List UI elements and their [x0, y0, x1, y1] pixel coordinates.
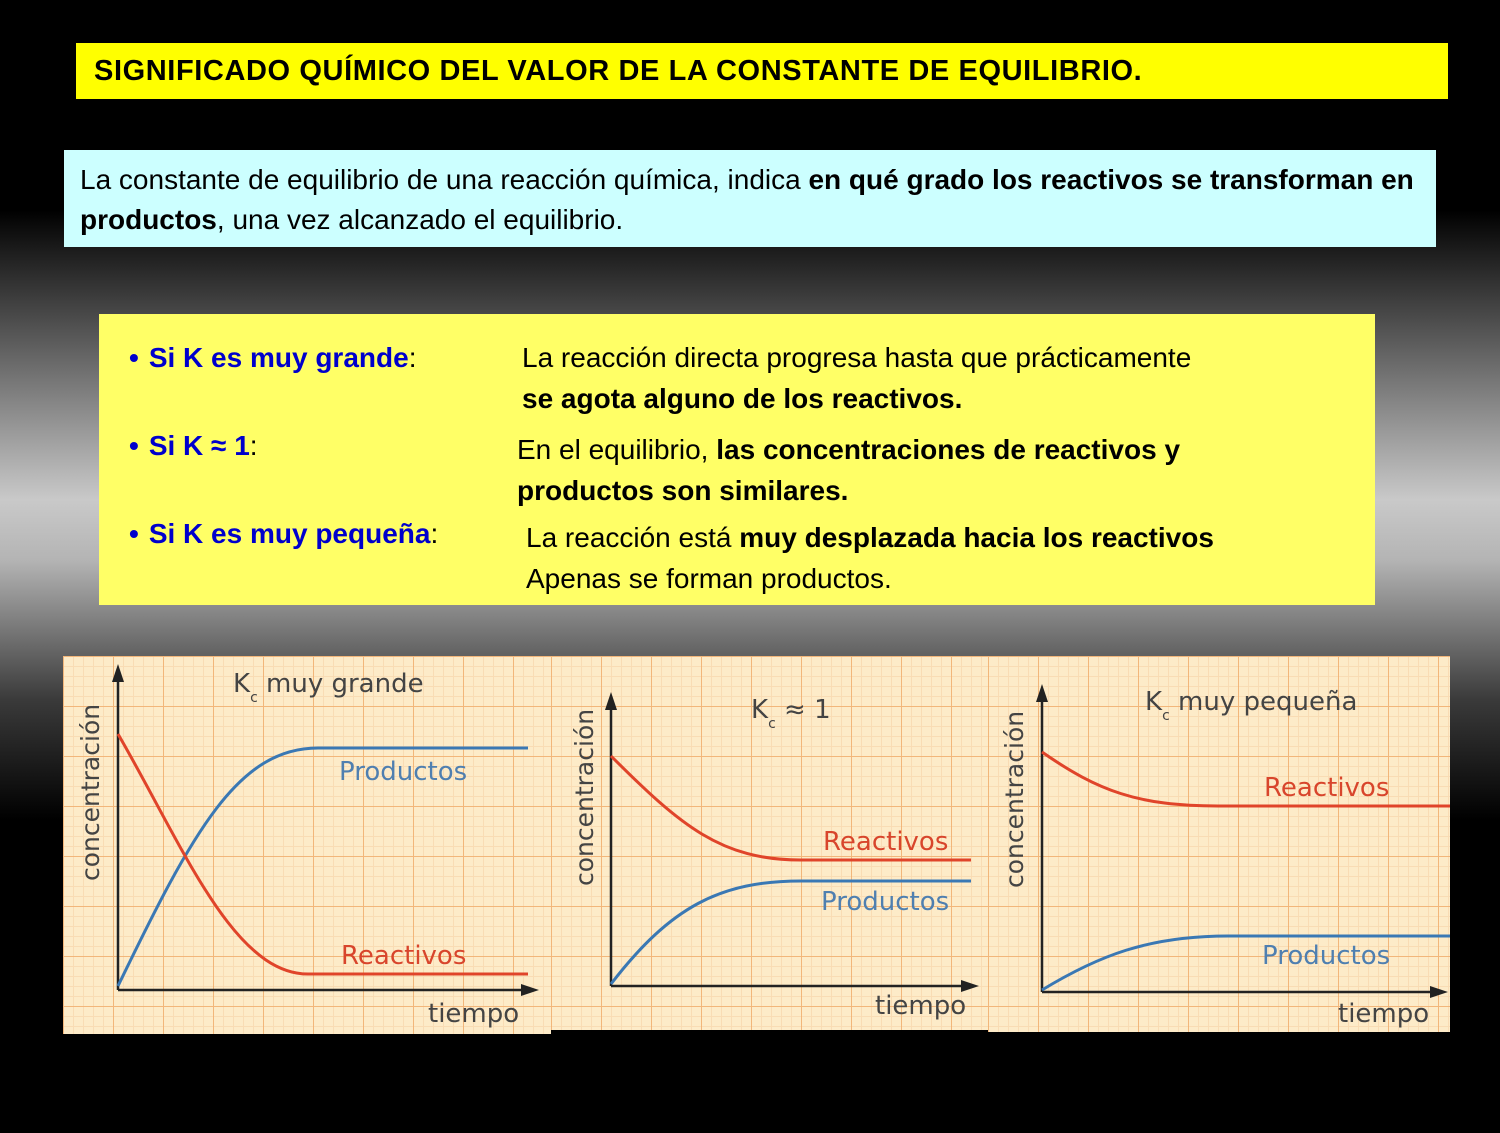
graph-kc-large	[63, 656, 551, 1034]
intro-text-2: , una vez alcanzado el equilibrio.	[216, 204, 624, 235]
x-axis-arrow-icon	[1430, 986, 1448, 998]
case-label-small	[129, 518, 438, 550]
y-axis-label: concentración	[570, 708, 599, 886]
intro-text-1: La constante de equilibrio de una reacción química, indica	[80, 164, 809, 195]
case-desc-line: La reacción directa progresa hasta que prácticamente	[522, 342, 1192, 373]
case-desc-equal	[517, 429, 1180, 511]
case-label-text: Si K es muy grande	[148, 342, 409, 373]
case-desc-line-bold: muy desplazada hacia los reactivos	[739, 522, 1214, 553]
case-desc-line-bold: las concentraciones de reactivos y	[716, 434, 1181, 465]
bullet-icon: •	[129, 342, 139, 373]
products-label: Productos	[821, 887, 950, 917]
page-title: SIGNIFICADO QUÍMICO DEL VALOR DE LA CONSTANTE DE EQUILIBRIO.	[94, 54, 1143, 87]
cases-box	[99, 314, 1375, 605]
case-label-equal	[129, 430, 258, 462]
case-label-text: Si K es muy pequeña	[148, 518, 431, 549]
case-desc-small	[526, 517, 1214, 599]
title-banner	[76, 43, 1448, 99]
intro-text-bold: en qué grado los reactivos se transforman en productos	[80, 164, 1414, 235]
products-label: Productos	[1262, 941, 1391, 971]
case-label-colon: :	[408, 342, 417, 373]
y-axis-label: concentración	[1000, 710, 1029, 888]
case-label-large	[129, 342, 416, 374]
graph-title: $K_c \approx 1$	[751, 695, 831, 732]
case-desc-line: La reacción está	[526, 522, 740, 553]
x-axis-arrow-icon	[521, 984, 539, 996]
x-axis-label: tiempo	[428, 999, 520, 1029]
reactants-label: Reactivos	[341, 941, 467, 971]
reactants-label: Reactivos	[823, 827, 949, 857]
case-desc-line: Apenas se forman productos.	[526, 563, 892, 594]
graph-title: $K_c$ muy grande	[233, 669, 424, 706]
bullet-icon: •	[129, 430, 139, 461]
intro-box	[64, 150, 1436, 247]
case-label-text: Si K ≈ 1	[148, 430, 250, 461]
y-axis-arrow-icon	[605, 692, 617, 710]
case-label-colon: :	[249, 430, 258, 461]
graph-kc-large-svg	[63, 656, 551, 1034]
reactants-label: Reactivos	[1264, 773, 1390, 803]
graph-kc-small	[988, 656, 1450, 1032]
case-desc-large	[522, 337, 1191, 419]
x-axis-label: tiempo	[1338, 999, 1430, 1029]
case-desc-line-bold: productos son similares.	[517, 475, 849, 506]
products-label: Productos	[339, 757, 468, 787]
case-desc-line: En el equilibrio,	[517, 434, 717, 465]
case-label-colon: :	[430, 518, 439, 549]
x-axis-label: tiempo	[875, 991, 967, 1021]
y-axis-arrow-icon	[1036, 684, 1048, 702]
graph-kc-equal	[551, 656, 988, 1030]
graph-kc-small-svg	[988, 656, 1450, 1032]
graph-title: $K_c$ muy pequeña	[1145, 687, 1358, 724]
y-axis-label: concentración	[76, 703, 105, 881]
y-axis-arrow-icon	[112, 664, 124, 682]
case-desc-line-bold: se agota alguno de los reactivos.	[522, 383, 963, 414]
graph-kc-equal-svg	[551, 656, 988, 1030]
bullet-icon: •	[129, 518, 139, 549]
